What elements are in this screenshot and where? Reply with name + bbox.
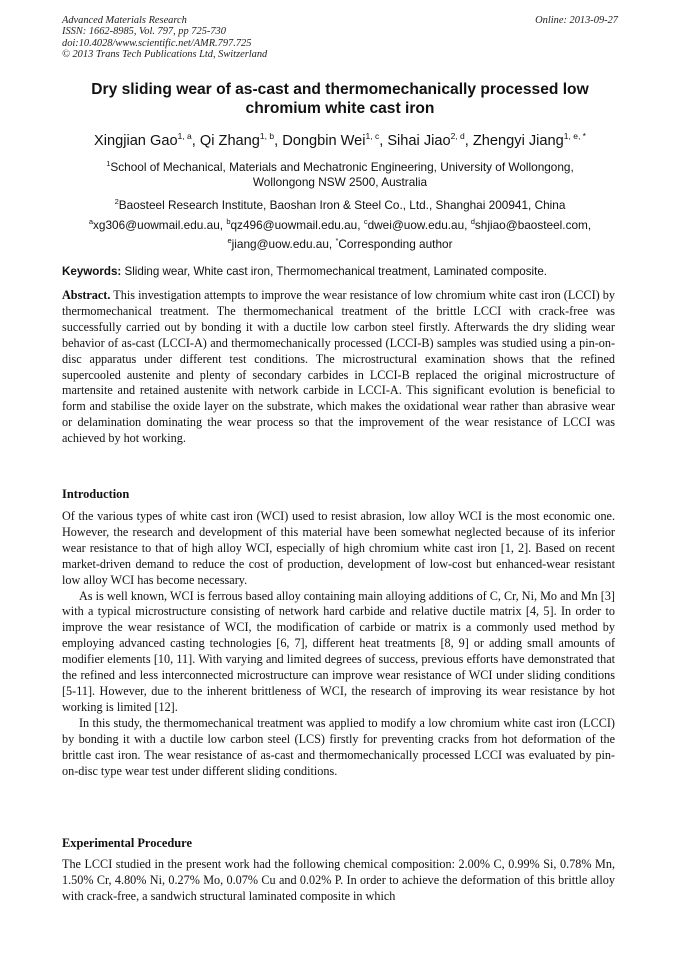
issn-line: ISSN: 1662-8985, Vol. 797, pp 725-730 [62, 26, 226, 38]
corresponding-author-note: Corresponding author [338, 237, 453, 252]
author-affil-sup: 1, c [365, 131, 380, 141]
email-link[interactable]: xg306@uowmail.edu.au, [93, 217, 227, 232]
intro-paragraph-3: In this study, the thermomechanical treatment was applied to modify a low chromium white cast iron (LCCI) by bonding it with a ductile low carbon steel (LCS) firstly for preventing cracks from hot deformation of the brittle cast iron. The wear resistance of as-cast and thermomechanically processed LCCI was evaluated by pin-on-disc type wear test under different sliding conditions. [62, 715, 615, 778]
email-sup: b [226, 217, 231, 226]
introduction-section [62, 509, 615, 779]
author-affil-sup: 1, e, * [563, 131, 586, 141]
intro-paragraph-2: As is well known, WCI is ferrous based alloy containing main alloying additions of C, Cr, Ni, Mo and Mn [3] with a typical microstructure consisting of network hard carbide and relative ductile matrix [4, 5]. In order to improve the wear resistance of WCI, the modification of carbide or matrix is a commonly used method by employing advanced casting technologies [6, 7], different heat treatments [8, 9] or adding small amounts of modifier elements [10, 11]. With varying and limited degrees of success, previous efforts have demonstrated that the refined and less interconnected microstructure can improve wear resistance of WCI under sliding conditions [5-11]. However, due to the inherent brittleness of WCI, the research of improving its wear resistance by hot working is limited [12]. [62, 588, 615, 714]
affiliation-2 [62, 194, 618, 213]
email-sup: * [335, 236, 339, 246]
title-line-2: chromium white cast iron [245, 100, 435, 117]
keywords-label: Keywords: [62, 265, 122, 278]
keywords-line [62, 265, 618, 279]
author-name: Zhengyi Jiang [472, 132, 564, 149]
experimental-heading: Experimental Procedure [62, 836, 192, 850]
affiliation-text: School of Mechanical, Materials and Mechatronic Engineering, University of Wollongong, [110, 159, 574, 174]
affiliation-sup: 1 [106, 159, 111, 168]
email-list [62, 214, 618, 253]
author-name: Dongbin Wei [282, 132, 366, 149]
journal-name: Advanced Materials Research [62, 15, 187, 26]
author-affil-sup: 1, a [177, 131, 192, 141]
abstract-paragraph [62, 288, 615, 447]
email-sup: d [470, 217, 475, 226]
affiliation-1 [62, 156, 618, 191]
keywords-text: Sliding wear, White cast iron, Thermomechanical treatment, Laminated composite. [121, 265, 548, 278]
email-sup: a [88, 217, 94, 226]
affiliation-text: Baosteel Research Institute, Baoshan Iron & Steel Co., Ltd., Shanghai 200941, China [118, 197, 566, 212]
doi-line: doi:10.4028/www.scientific.net/AMR.797.725 [62, 37, 252, 49]
affiliation-text: Wollongong NSW 2500, Australia [252, 175, 428, 190]
email-link[interactable]: jiang@uow.edu.au, [231, 237, 336, 252]
author-name: Qi Zhang [199, 132, 260, 149]
introduction-heading: Introduction [62, 487, 130, 501]
email-link[interactable]: dwei@uow.edu.au, [367, 217, 471, 232]
email-sup: c [363, 217, 368, 226]
intro-paragraph-1: Of the various types of white cast iron (WCI) used to resist abrasion, low alloy WCI is the most economic one. However, the research and development of this material have been somewhat neglected because of its inferior wear resistance to that of high alloy WCI, especially of high chromium white cast iron [1, 2]. Based on recent market-driven demand to reduce the cost of production, development of low-cost but enhanced-wear resistant low alloy WCI has become necessary. [62, 509, 615, 587]
author-name: Xingjian Gao [94, 132, 178, 149]
online-date: Online: 2013-09-27 [535, 15, 618, 26]
affiliation-sup: 2 [114, 197, 119, 206]
publication-header [62, 15, 618, 61]
experimental-paragraph-1: The LCCI studied in the present work had the following chemical composition: 2.00% C, 0.99% Si, 0.78% Mn, 1.50% Cr, 4.80% Ni, 0.27% Mo, 0.07% Cu and 0.02% P. In order to achieve the deformation of this brittle alloy with crack-free, a sandwich structural laminated composite in which [62, 857, 615, 903]
author-affil-sup: 1, b [259, 131, 275, 141]
copyright-line: © 2013 Trans Tech Publications Ltd, Switzerland [62, 49, 268, 61]
abstract-label: Abstract. [62, 288, 111, 302]
paper-title [62, 80, 618, 118]
author-name: Sihai Jiao [387, 132, 451, 149]
author-affil-sup: 2, d [450, 131, 465, 141]
title-line-1: Dry sliding wear of as-cast and thermomechanically processed low [91, 81, 589, 98]
email-link[interactable]: shjiao@baosteel.com, [474, 217, 592, 232]
abstract-text: This investigation attempts to improve the wear resistance of low chromium white cast iron (LCCI) by thermomechanical treatment. The thermomechanical treatment of the brittle LCCI with crack-free was successfully carried out by bonding it with a ductile low carbon steel firstly. Afterwards the dry sliding wear behavior of as-cast (LCCI-A) and thermomechanically processed (LCCI-B) samples was studied using a pin-on-disc apparatus under different test conditions. The microstructural examination shows that the refined supercooled austenite and plenty of secondary carbides in LCCI-B replaced the original microstructure of martensite and retained austenite with network carbide in LCCI-A. This significant evolution is beneficial to form and stabilise the oxide layer on the substrate, which makes the oxidational wear rather than abrasive wear or delamination dominating the wear process so that the improvement of the wear resistance of LCCI was achieved by hot working. [62, 288, 615, 446]
email-link[interactable]: qz496@uowmail.edu.au, [230, 217, 364, 232]
author-list: Xingjian Gao$^{1, a}$, Qi Zhang$^{1, b}$, Dongbin Wei$^{1, c}$, Sihai Jiao$^{2, d}$, Zhengyi Jiang$^{1, e, *}$ [94, 131, 586, 149]
email-sup: e [227, 236, 232, 246]
